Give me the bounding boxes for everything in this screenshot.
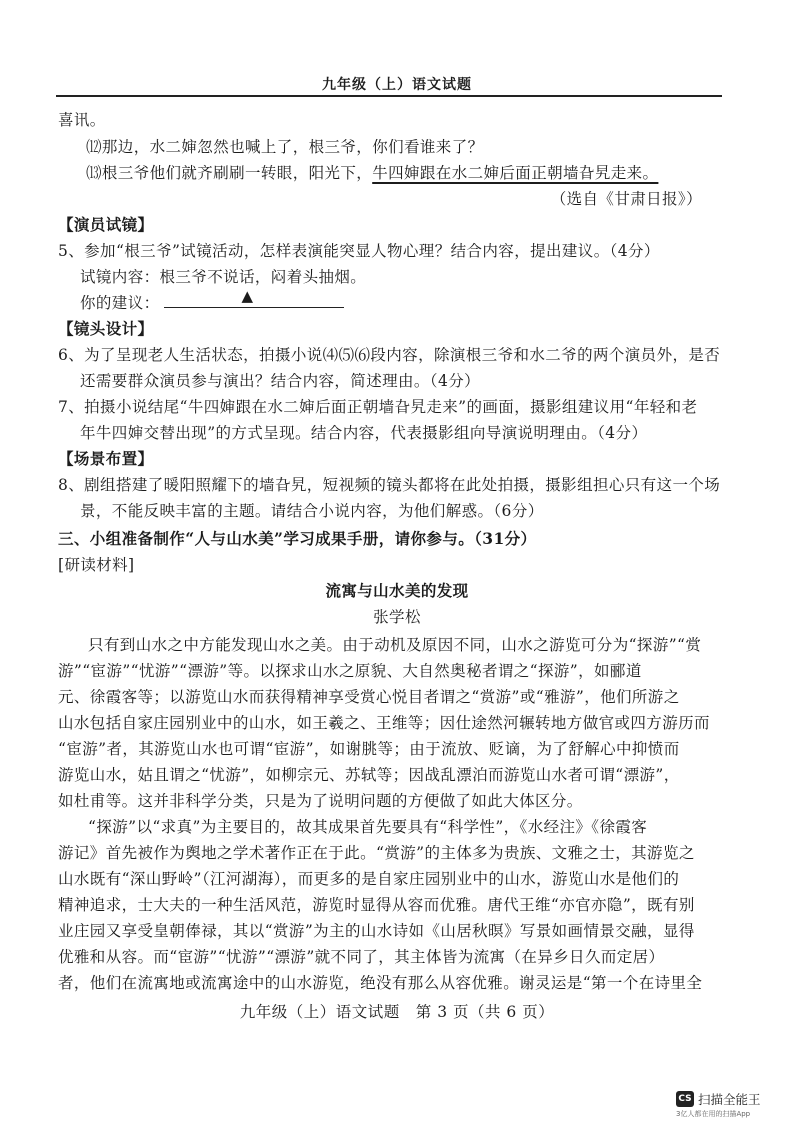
- question-6-line-1: 6、为了呈现老人生活状态，拍摄小说⑷⑸⑹段内容，除演根三爷和水二爷的两个演员外，是否: [58, 346, 721, 364]
- article-line: 优雅和从容。而“宦游”“忧游”“漂游”就不同了，其主体皆为流寓（在异乡日久而定居）: [58, 948, 665, 966]
- article-line: 精神追求，士大夫的一种生活风范，游览时显得从容而优雅。唐代王维“亦官亦隐”，既有别: [58, 896, 695, 914]
- scanner-watermark: [676, 1090, 761, 1108]
- article-line: 只有到山水之中方能发现山水之美。由于动机及原因不同，山水之游览可分为“探游”“赏: [88, 636, 702, 654]
- page-footer: 九年级（上）语文试题 第 3 页（共 6 页）: [239, 1003, 555, 1021]
- question-5-content: 试镜内容：根三爷不说话，闷着头抽烟。: [80, 268, 367, 286]
- section-actor-audition: 【演员试镜】: [58, 215, 154, 234]
- article-line: 山水包括自家庄园别业中的山水，如王羲之、王维等；因仕途然河辗转地方做官或四方游历而: [58, 714, 710, 732]
- page-header-title: 九年级（上）语文试题: [322, 77, 472, 93]
- story-source: （选自《甘肃日报》）: [550, 190, 702, 208]
- header-rule: [56, 95, 722, 97]
- story-paragraph-12: ⑿那边，水二婶忽然也喊上了，根三爷，你们看谁来了？: [86, 138, 484, 156]
- material-label: [研读材料]: [58, 556, 135, 574]
- question-8-line-1: 8、剧组搭建了暖阳照耀下的墙旮旯，短视频的镜头都将在此处拍摄，摄影组担心只有这一个场: [58, 476, 721, 494]
- question-7-line-1: 7、拍摄小说结尾“牛四婶跟在水二婶后面正朝墙旮旯走来”的画面，摄影组建议用“年轻和老: [58, 398, 698, 416]
- article-line: “宦游”者，其游览山水也可谓“宦游”，如谢朓等；由于流放、贬谪，为了舒解心中抑愤而: [58, 740, 680, 758]
- article-line: 游”“宦游”“忧游”“漂游”等。以探求山水之原貌、大自然奥秘者谓之“探游”，如郦道: [58, 662, 642, 680]
- article-line: 者，他们在流寓地或流寓途中的山水游览，绝没有那么从容优雅。谢灵运是“第一个在诗里全: [58, 974, 703, 992]
- watermark-app-name: 扫描全能王: [698, 1092, 761, 1107]
- article-line: “探游”以“求真”为主要目的，故其成果首先要具有“科学性”，《水经注》《徐霞客: [88, 818, 648, 836]
- article-line: 游览山水，姑且谓之“忧游”，如柳宗元、苏轼等；因战乱漂泊而游览山水者可谓“漂游”，: [58, 766, 680, 784]
- article-title: 流寓与山水美的发现: [325, 581, 469, 600]
- question-5-suggestion: [80, 287, 344, 313]
- question-8-line-2: 景，不能反映丰富的主题。请结合小说内容，为他们解惑。（6分）: [80, 502, 544, 520]
- section-shot-design: 【镜头设计】: [58, 319, 154, 338]
- article-line: 游记》首先被作为舆地之学术著作正在于此。“赏游”的主体多为贵族、文雅之士，其游览之: [58, 844, 695, 862]
- watermark-tagline: 3亿人都在用的扫描App: [676, 1110, 751, 1118]
- story-line-0: 喜讯。: [58, 111, 106, 129]
- article-author: 张学松: [373, 608, 421, 626]
- article-line: 如杜甫等。这并非科学分类，只是为了说明问题的方便做了如此大体区分。: [58, 792, 583, 810]
- question-7-line-2: 年牛四婶交替出现”的方式呈现。结合内容，代表摄影组向导演说明理由。（4分）: [80, 424, 648, 442]
- triangle-marker-icon: ▲: [241, 287, 254, 305]
- suggestion-label: 你的建议：: [80, 294, 160, 312]
- article-line: 山水既有“深山野岭”（江河湖海），而更多的是自家庄园别业中的山水，游览山水是他们的: [58, 870, 680, 888]
- section-scene-setup: 【场景布置】: [58, 449, 154, 468]
- story-underlined-sentence: 牛四婶跟在水二婶后面正朝墙旮旯走来。: [372, 164, 659, 182]
- part-3-heading: 三、小组准备制作“人与山水美”学习成果手册，请你参与。（31分）: [58, 529, 537, 548]
- question-6-line-2: 还需要群众演员参与演出？结合内容，简述理由。（4分）: [80, 372, 481, 390]
- question-5: 5、参加“根三爷”试镜活动，怎样表演能突显人物心理？结合内容，提出建议。（4分）: [58, 242, 660, 260]
- story-paragraph-13: [86, 161, 658, 183]
- story-paragraph-13-text: ⒀根三爷他们就齐刷刷一转眼，阳光下，: [86, 164, 373, 182]
- answer-blank[interactable]: [164, 287, 344, 308]
- camscanner-logo-icon: CS: [676, 1091, 694, 1107]
- article-line: 元、徐霞客等；以游览山水而获得精神享受赏心悦目者谓之“赏游”或“雅游”，他们所游之: [58, 688, 680, 706]
- article-line: 业庄园又享受皇朝俸禄，其以“赏游”为主的山水诗如《山居秋暝》写景如画情景交融，显得: [58, 922, 695, 940]
